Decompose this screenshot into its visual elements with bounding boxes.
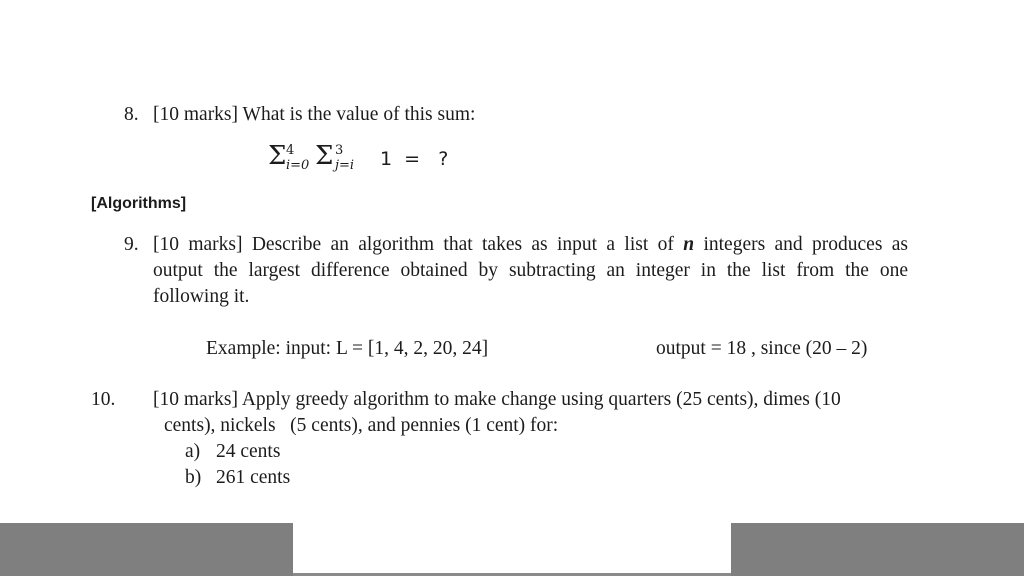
question-8-number: 8. bbox=[124, 104, 139, 125]
question-9-variable-n: n bbox=[683, 234, 695, 255]
question-10-item-b-text: 261 cents bbox=[216, 467, 291, 488]
outer-sigma: Σ bbox=[268, 141, 287, 171]
question-10-item-b-label: b) bbox=[185, 467, 202, 488]
question-10-item-a-text: 24 cents bbox=[216, 441, 281, 462]
formula-rhs: 1 = ? bbox=[380, 148, 449, 170]
question-9-line-2: output the largest difference obtained by subtracting an integer in the list from the one bbox=[153, 260, 908, 281]
question-9-line-1-start: [10 marks] Describe an algorithm that takes as input a list of bbox=[153, 234, 674, 255]
question-9-line-3: following it. bbox=[153, 286, 250, 307]
question-10-number: 10. bbox=[91, 389, 116, 410]
question-9-example-output: output = 18 , since (20 – 2) bbox=[656, 338, 868, 359]
question-9-number: 9. bbox=[124, 234, 139, 255]
question-8-text: [10 marks] What is the value of this sum: bbox=[153, 104, 476, 125]
question-10-item-a-label: a) bbox=[185, 441, 201, 462]
section-heading-algorithms: [Algorithms] bbox=[91, 195, 187, 212]
question-9-example-input: Example: input: L = [1, 4, 2, 20, 24] bbox=[206, 338, 489, 359]
bottom-bar-center-panel bbox=[293, 523, 731, 573]
question-9-line-1-end: integers and produces as bbox=[703, 234, 909, 255]
bottom-bar-right-panel bbox=[731, 523, 1024, 576]
question-10-line-2: cents), nickels (5 cents), and pennies (1 cent) for: bbox=[164, 415, 559, 436]
question-9-line-1 bbox=[153, 234, 908, 256]
inner-sigma: Σ bbox=[315, 141, 334, 171]
outer-upper-limit: 4 bbox=[286, 143, 295, 158]
outer-lower-limit: i=0 bbox=[286, 158, 310, 173]
inner-lower-limit: j=i bbox=[335, 158, 355, 173]
inner-upper-limit: 3 bbox=[335, 143, 344, 158]
question-10-line-1: [10 marks] Apply greedy algorithm to make change using quarters (25 cents), dimes (10 bbox=[153, 389, 841, 410]
bottom-bar-left-panel bbox=[0, 523, 293, 576]
